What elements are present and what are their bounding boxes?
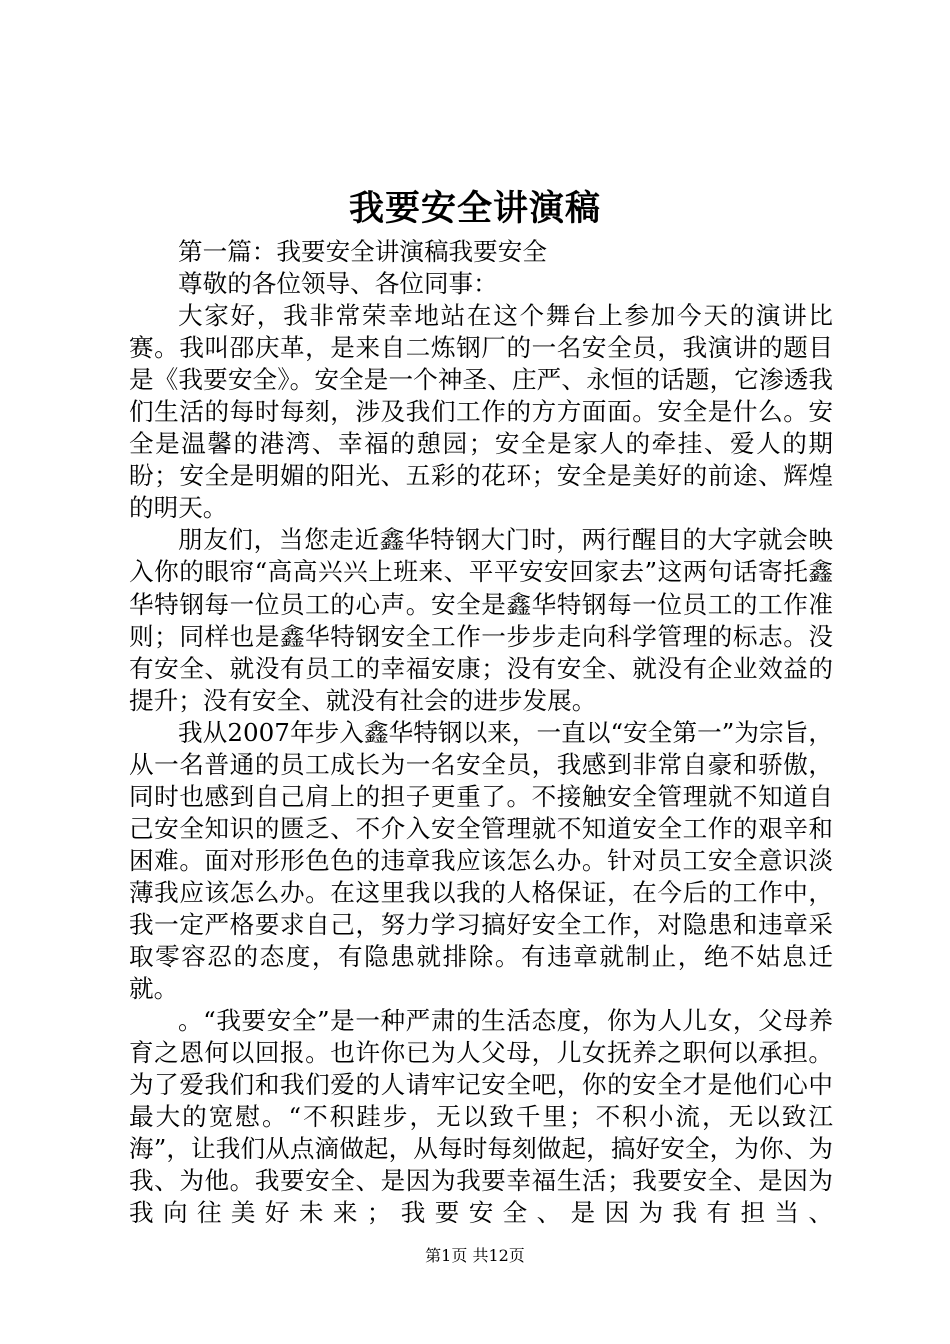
page-footer: 第1页 共12页 <box>425 1246 525 1265</box>
paragraph: 我从2007年步入鑫华特钢以来，一直以“安全第一”为宗旨，从一名普通的员工成长为一名安全员，我感到非常自豪和骄傲，同时也感到自己肩上的担子更重了。不接触安全管理就不知道自己安全知识的匮乏、不介入安全管理就不知道安全工作的艰辛和困难。面对形形色色的违章我应该怎么办。针对员工安全意识淡薄我应该怎么办。在这里我以我的人格保证，在今后的工作中，我一定严格要求自己，努力学习搞好安全工作，对隐患和违章采取零容忍的态度，有隐患就排除。有违章就制止，绝不姑息迁就。 <box>129 717 833 1004</box>
paragraph: 大家好，我非常荣幸地站在这个舞台上参加今天的演讲比赛。我叫邵庆革，是来自二炼钢厂的一名安全员，我演讲的题目是《我要安全》。安全是一个神圣、庄严、永恒的话题，它渗透我们生活的每时每刻，涉及我们工作的方方面面。安全是什么。安全是温馨的港湾、幸福的憩园；安全是家人的牵挂、爱人的期盼；安全是明媚的阳光、五彩的花环；安全是美好的前途、辉煌的明天。 <box>129 301 833 523</box>
document-body <box>129 236 833 1229</box>
paragraph: 。“我要安全”是一种严肃的生活态度，你为人儿女，父母养育之恩何以回报。也许你已为人父母，儿女抚养之职何以承担。为了爱我们和我们爱的人请牢记安全吧，你的安全才是他们心中最大的宽慰。“不积跬步，无以致千里；不积小流，无以致江海”，让我们从点滴做起，从每时每刻做起，搞好安全，为你、为我、为他。我要安全、是因为我要幸福生活；我要安全、是因为我向往美好未来；我要安全、是因为我有担当、 <box>129 1006 833 1228</box>
paragraph-heading: 第一篇：我要安全讲演稿我要安全 <box>178 237 547 266</box>
paragraph-salutation: 尊敬的各位领导、各位同事： <box>178 269 498 299</box>
paragraph: 朋友们，当您走近鑫华特钢大门时，两行醒目的大字就会映入你的眼帘“高高兴兴上班来、平平安安回家去”这两句话寄托鑫华特钢每一位员工的心声。安全是鑫华特钢每一位员工的工作准则；同样也是鑫华特钢安全工作一步步走向科学管理的标志。没有安全、就没有员工的幸福安康；没有安全、就没有企业效益的提升；没有安全、就没有社会的进步发展。 <box>129 525 833 715</box>
document-title: 我要安全讲演稿 <box>348 188 601 229</box>
